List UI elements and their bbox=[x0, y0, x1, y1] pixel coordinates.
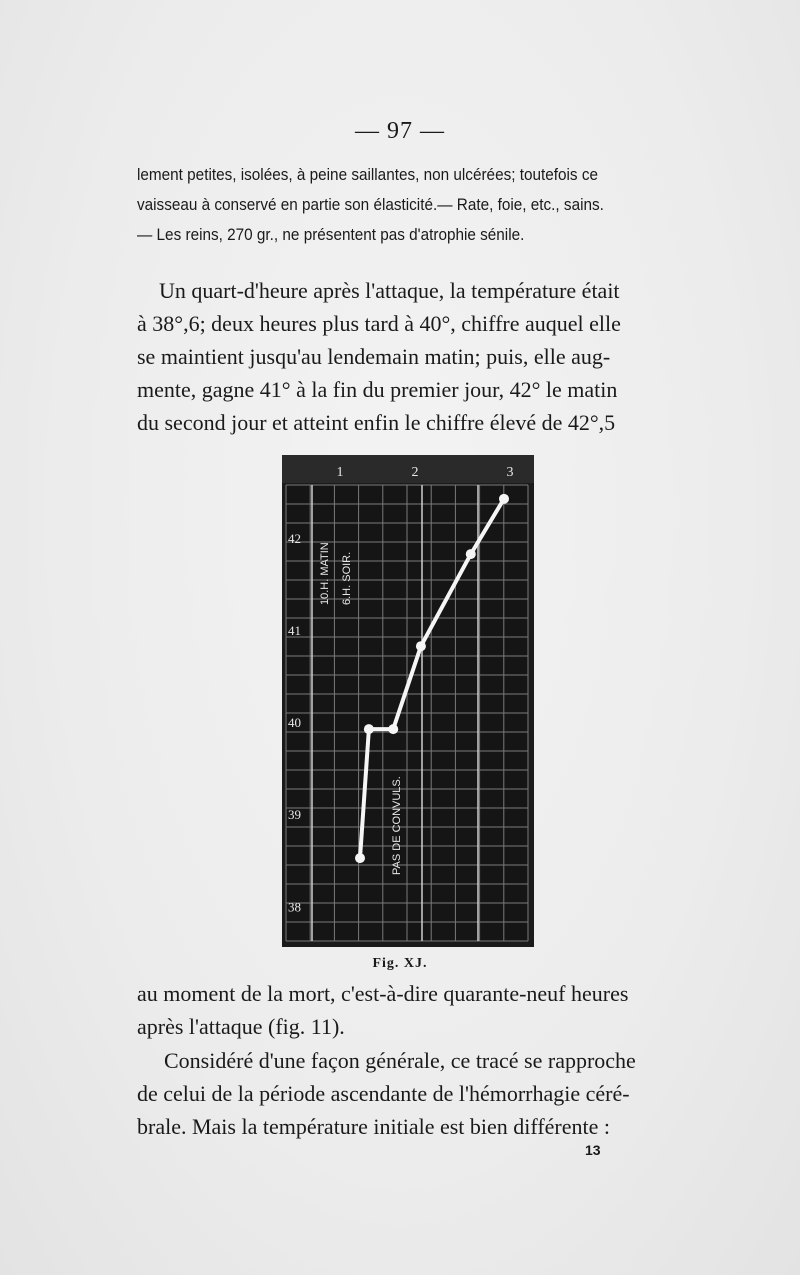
y-tick-label: 40 bbox=[288, 715, 301, 731]
page-number: — 97 — bbox=[355, 118, 445, 144]
y-tick-label: 38 bbox=[288, 899, 301, 915]
y-tick-label: 42 bbox=[288, 530, 301, 546]
text-line: de celui de la période ascendante de l'hémorrhagie céré- bbox=[137, 1081, 630, 1106]
paragraph-temperature bbox=[137, 274, 621, 439]
chart-annotation: 6.H. SOIR. bbox=[341, 551, 353, 605]
data-point bbox=[364, 724, 374, 734]
text-line: se maintient jusqu'au lendemain matin; puis, elle aug- bbox=[137, 344, 611, 369]
temperature-chart-svg bbox=[282, 455, 534, 947]
text-line: Considéré d'une façon générale, ce tracé se rapproche bbox=[164, 1048, 636, 1073]
signature-mark: 13 bbox=[585, 1142, 601, 1158]
x-tick-label: 3 bbox=[506, 465, 514, 480]
x-tick-label: 2 bbox=[411, 465, 419, 480]
text-line: au moment de la mort, c'est-à-dire quarante-neuf heures bbox=[137, 981, 629, 1006]
text-line: brale. Mais la température initiale est bien différente : bbox=[137, 1114, 611, 1139]
text-line: — Les reins, 270 gr., ne présentent pas d'atrophie sénile. bbox=[137, 225, 525, 244]
temperature-chart bbox=[282, 455, 534, 947]
data-point bbox=[466, 549, 476, 559]
text-line: lement petites, isolées, à peine saillantes, non ulcérées; toutefois ce bbox=[137, 165, 598, 184]
data-point bbox=[499, 494, 509, 504]
text-line: Un quart-d'heure après l'attaque, la température était bbox=[159, 278, 620, 303]
figure-caption: Fig. XJ. bbox=[372, 956, 428, 971]
data-point bbox=[355, 853, 365, 863]
x-tick-label: 1 bbox=[336, 465, 344, 480]
text-line: mente, gagne 41° à la fin du premier jour, 42° le matin bbox=[137, 377, 618, 402]
chart-annotation: PAS DE CONVULS. bbox=[391, 776, 403, 875]
y-tick-label: 39 bbox=[288, 807, 301, 823]
top-paragraph bbox=[137, 160, 670, 250]
y-tick-label: 41 bbox=[288, 623, 301, 638]
text-line: vaisseau à conservé en partie son élasticité.— Rate, foie, etc., sains. bbox=[137, 195, 604, 214]
text-line: à 38°,6; deux heures plus tard à 40°, chiffre auquel elle bbox=[137, 311, 621, 336]
text-line: du second jour et atteint enfin le chiffre élevé de 42°,5 bbox=[137, 410, 616, 435]
paragraph-comparison bbox=[137, 1044, 636, 1143]
chart-annotation: 10.H. MATIN bbox=[319, 542, 331, 605]
data-point bbox=[416, 641, 426, 651]
chart-header-band bbox=[282, 455, 534, 483]
text-line: après l'attaque (fig. 11). bbox=[137, 1014, 345, 1039]
data-point bbox=[388, 724, 398, 734]
paragraph-death bbox=[137, 977, 628, 1043]
